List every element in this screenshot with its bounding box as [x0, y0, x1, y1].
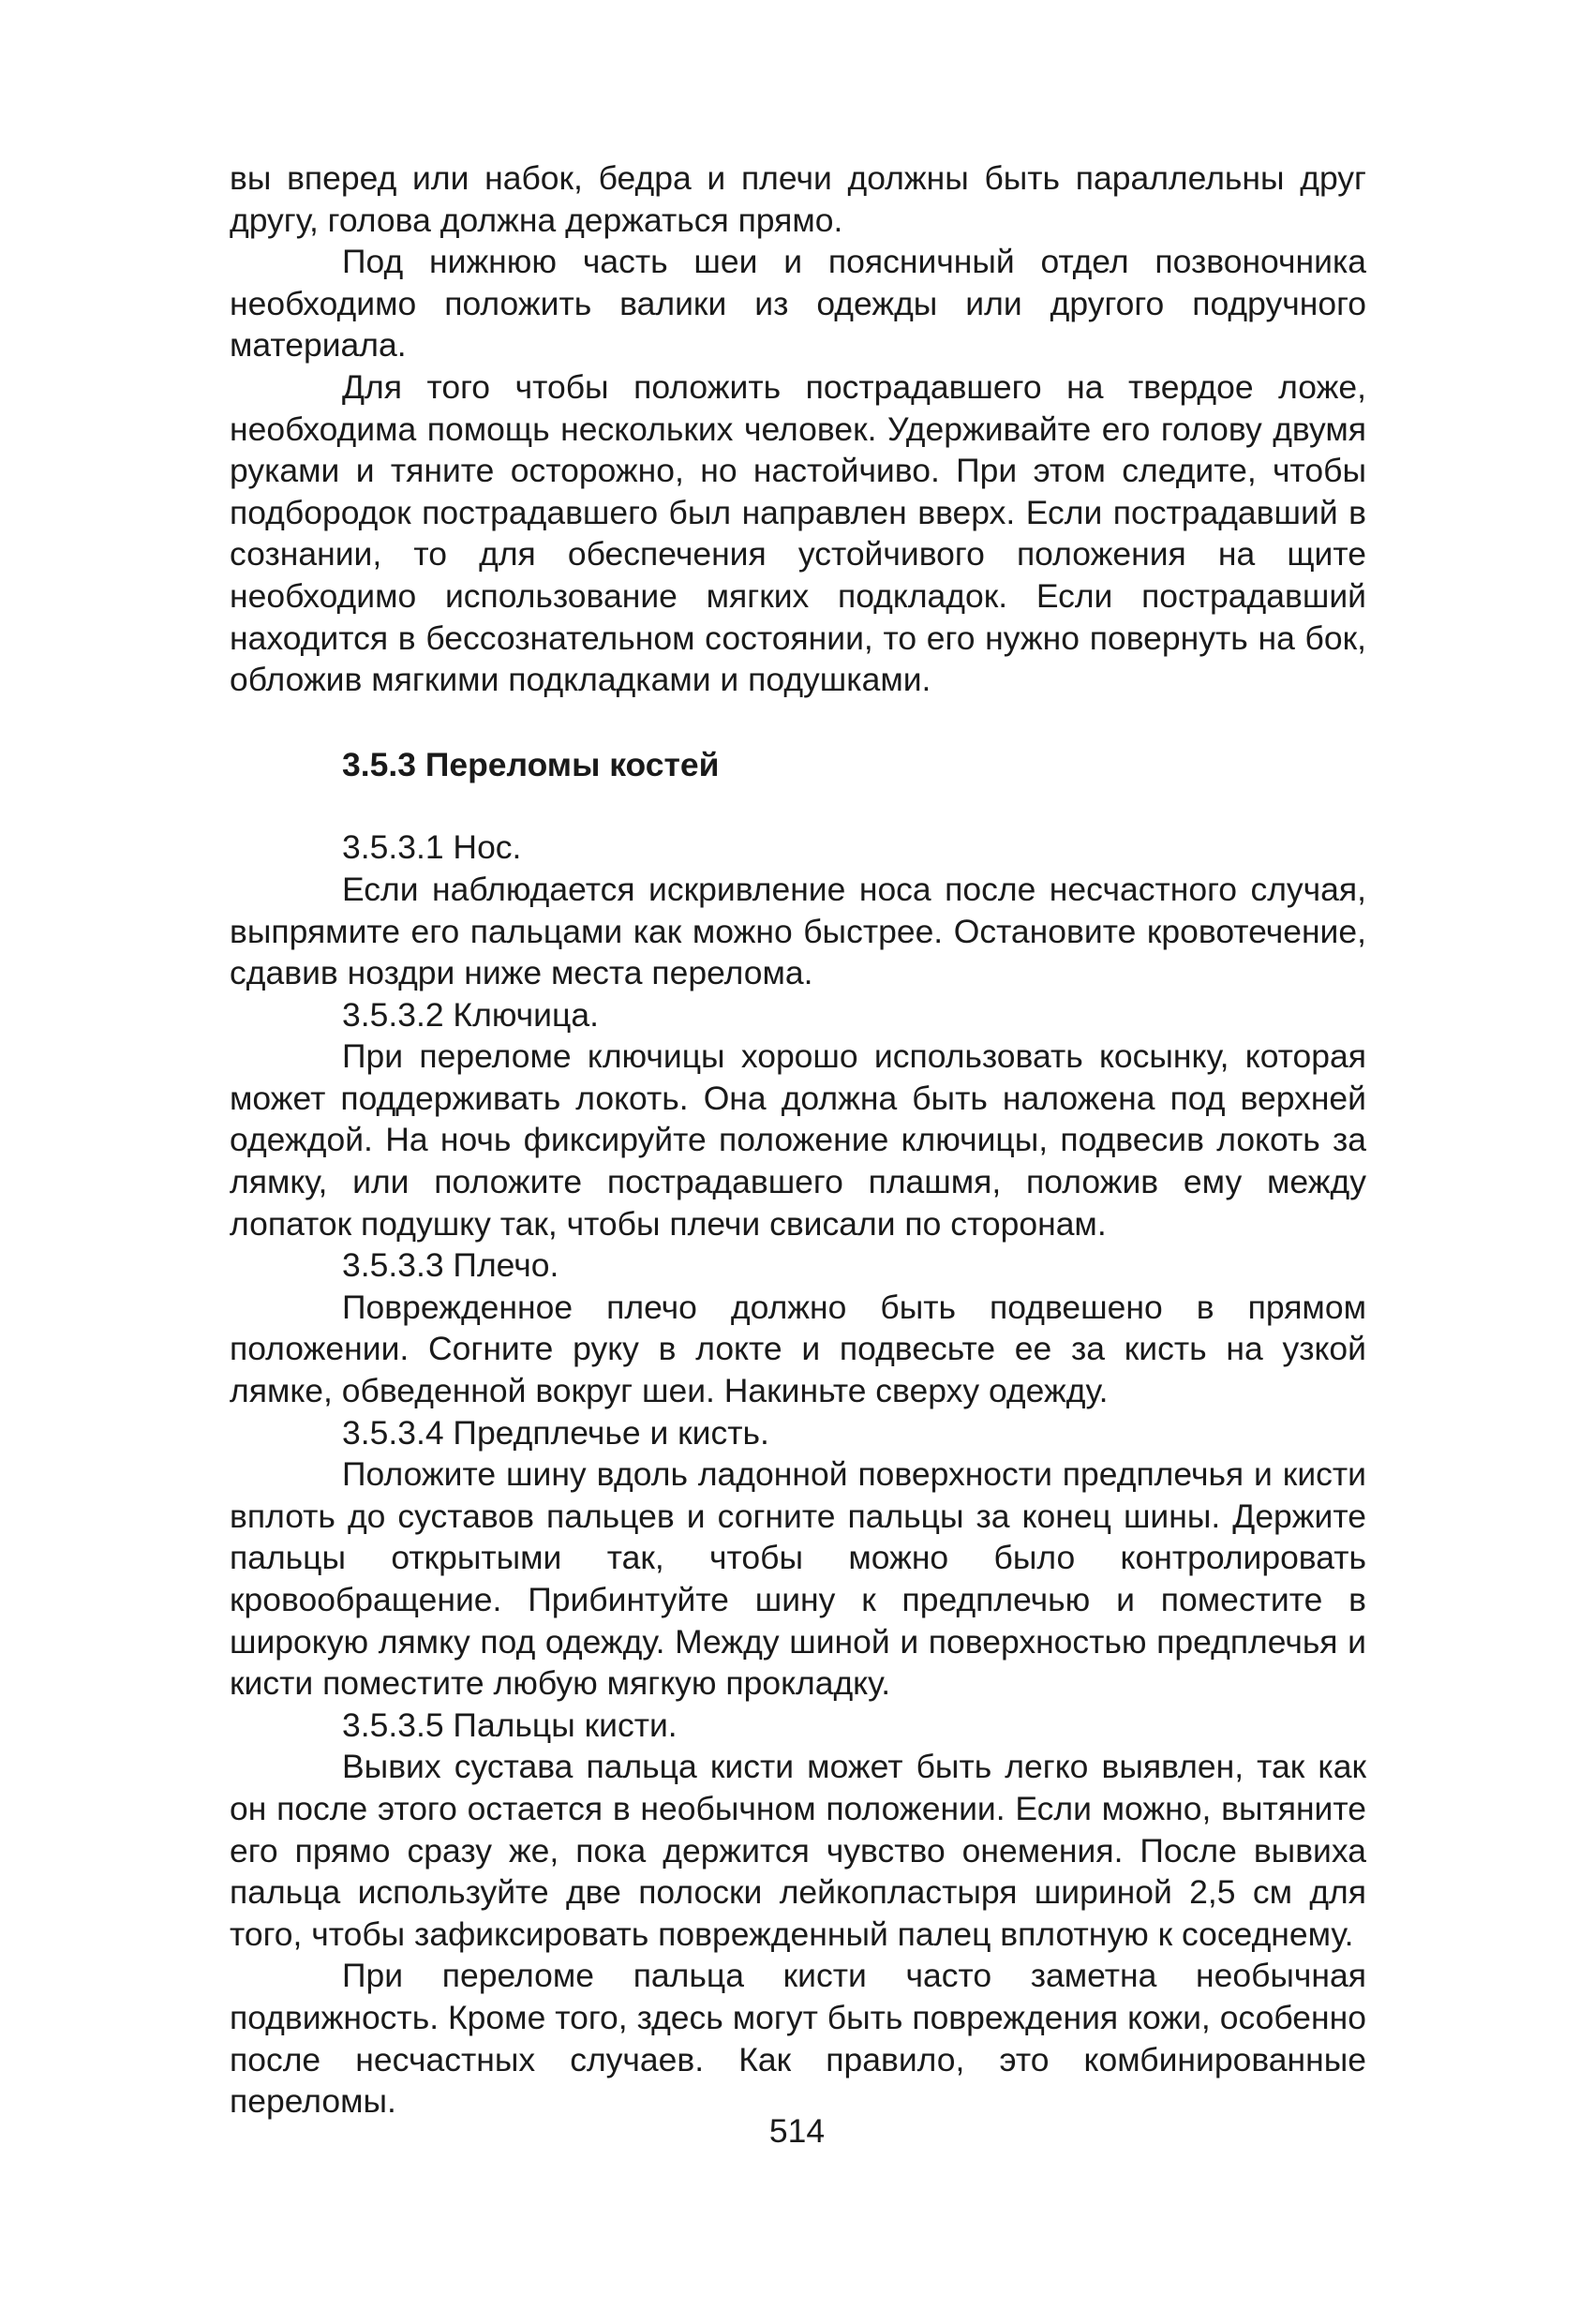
- page-body: [230, 157, 1366, 2123]
- intro-paragraph-2: Под нижнюю часть шеи и поясничный отдел позвоночника необходимо положить валики из одежды или другого подручного материала.: [230, 243, 1366, 365]
- intro-paragraph-1: вы вперед или набок, бедра и плечи должны быть параллельны друг другу, голова должна держаться прямо.: [230, 159, 1366, 239]
- subsection-label-fingers: 3.5.3.5 Пальцы кисти.: [342, 1706, 678, 1744]
- subsection-label-shoulder: 3.5.3.3 Плечо.: [342, 1246, 559, 1285]
- section-heading: 3.5.3 Переломы костей: [342, 745, 720, 783]
- subsection-paragraph-shoulder: Поврежденное плечо должно быть подвешено в прямом положении. Согните руку в локте и подвесьте ее за кисть на узкой лямке, обведенной вокруг шеи. Накиньте сверху одежду.: [230, 1288, 1366, 1410]
- subsection-label-forearm: 3.5.3.4 Предплечье и кисть.: [342, 1413, 769, 1452]
- subsection-label-clavicle: 3.5.3.2 Ключица.: [342, 995, 599, 1034]
- subsection-paragraph-clavicle: При переломе ключицы хорошо использовать косынку, которая может поддерживать локоть. Она должна быть наложена под верхней одеждой. На ночь фиксируйте положение ключицы, подвесив локоть за лямку, или положите пострадавшего плашмя, положив ему между лопаток подушку так, чтобы плечи свисали по сторонам.: [230, 1037, 1366, 1243]
- subsection-paragraph-fingers-1: Вывих сустава пальца кисти может быть легко выявлен, так как он после этого остается в необычном положении. Если можно, вытяните его прямо сразу же, пока держится чувство онемения. После вывиха пальца используйте две полоски лейкопластыря шириной 2,5 см для того, чтобы зафиксировать поврежденный палец вплотную к соседнему.: [230, 1748, 1366, 1953]
- page-number: 514: [768, 2112, 826, 2150]
- subsection-paragraph-nose: Если наблюдается искривление носа после несчастного случая, выпрямите его пальцами как можно быстрее. Остановите кровотечение, сдавив ноздри ниже места перелома.: [230, 870, 1366, 992]
- intro-paragraph-3: Для того чтобы положить пострадавшего на твердое ложе, необходима помощь нескольких человек. Удерживайте его голову двумя руками и тяните осторожно, но настойчиво. При этом следите, чтобы подбородок пострадавшего был направлен вверх. Если пострадавший в сознании, то для обеспечения устойчивого положения на щите необходимо использование мягких подкладок. Если пострадавший находится в бессознательном состоянии, то его нужно повернуть на бок, обложив мягкими подкладками и подушками.: [230, 367, 1366, 699]
- subsection-label-nose: 3.5.3.1 Нос.: [342, 828, 522, 867]
- subsection-paragraph-fingers-2: При переломе пальца кисти часто заметна необычная подвижность. Кроме того, здесь могут быть повреждения кожи, особенно после несчастных случаев. Как правило, это комбинированные переломы.: [230, 1957, 1366, 2121]
- subsection-paragraph-forearm: Положите шину вдоль ладонной поверхности предплечья и кисти вплоть до суставов пальцев и согните пальцы за конец шины. Держите пальцы открытыми так, чтобы можно было контролировать кровообращение. Прибинтуйте шину к предплечью и поместите в широкую лямку под одежду. Между шиной и поверхностью предплечья и кисти поместите любую мягкую прокладку.: [230, 1455, 1366, 1703]
